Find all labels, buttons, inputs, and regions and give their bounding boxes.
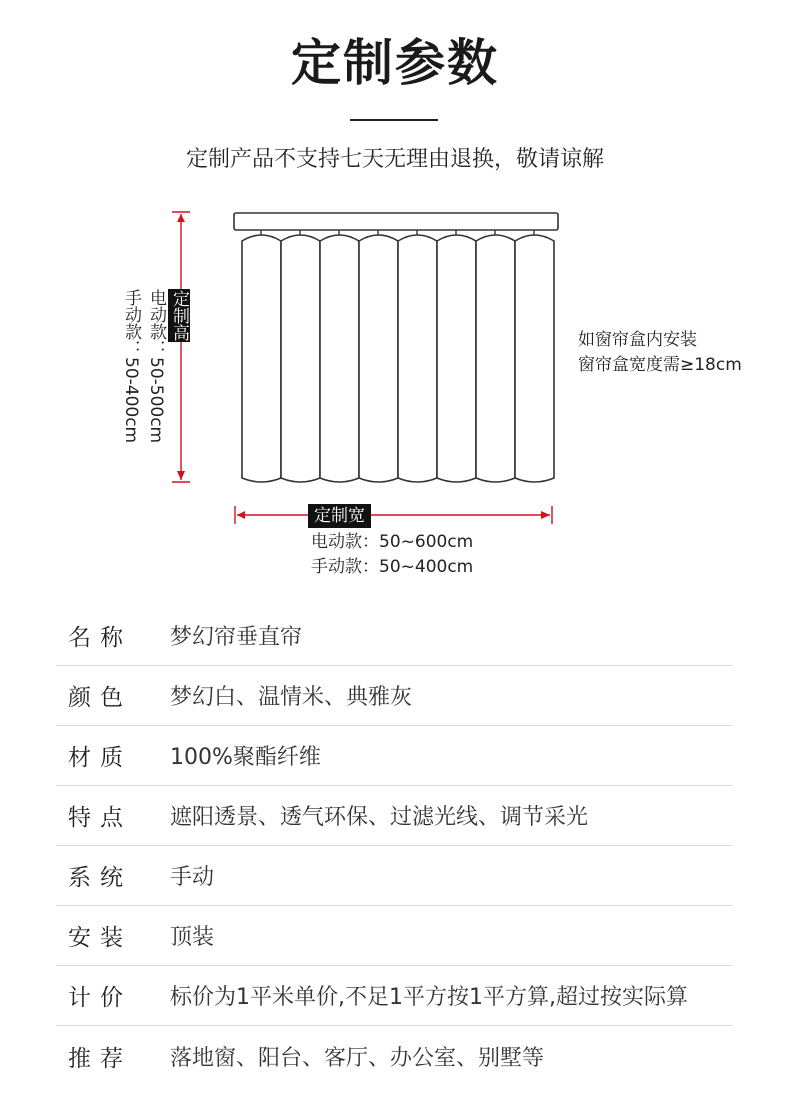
spec-value: 落地窗、阳台、客厅、办公室、别墅等	[170, 1045, 545, 1071]
spec-label: 计价	[68, 985, 132, 1011]
spec-row-pricing	[56, 966, 733, 1026]
curtain-slat	[437, 235, 476, 482]
height-tag: 定制高	[169, 290, 189, 341]
install-note	[578, 328, 742, 378]
spec-label: 安装	[68, 925, 132, 951]
spec-table	[56, 606, 733, 1086]
spec-label: 材质	[68, 745, 132, 771]
spec-value: 遮阳透景、透气环保、过滤光线、调节采光	[170, 805, 589, 830]
height-electric-label: 电动款：50-500cm	[146, 289, 166, 444]
spec-row-features	[56, 786, 733, 846]
spec-label: 特点	[68, 805, 132, 831]
install-note-line2: 窗帘盒宽度需≥18cm	[578, 355, 742, 375]
curtain-slat	[398, 235, 437, 482]
width-dimension	[235, 506, 552, 524]
curtain-slat	[281, 235, 320, 482]
height-manual-label: 手动款：50-400cm	[121, 289, 141, 444]
spec-value: 100%聚酯纤维	[170, 745, 321, 770]
width-electric-label: 电动款：50~600cm	[311, 532, 474, 552]
spec-row-install	[56, 906, 733, 966]
curtain-slat	[320, 235, 359, 482]
spec-row-system	[56, 846, 733, 906]
curtain-slat	[515, 235, 554, 482]
install-note-line1: 如窗帘盒内安装	[578, 330, 697, 350]
spec-label: 系统	[68, 865, 132, 891]
page-title: 定制参数	[291, 34, 499, 92]
spec-value: 顶装	[170, 925, 215, 950]
spec-label: 推荐	[68, 1045, 132, 1072]
curtain-slat	[359, 235, 398, 482]
spec-row-material	[56, 726, 733, 786]
spec-value: 梦幻白、温情米、典雅灰	[170, 685, 413, 710]
head-rail	[234, 213, 558, 230]
spec-row-name	[56, 606, 733, 666]
height-dimension	[172, 212, 190, 482]
width-manual-label: 手动款：50~400cm	[311, 557, 474, 577]
width-tag: 定制宽	[308, 504, 371, 528]
spec-value: 标价为1平米单价,不足1平方按1平方算,超过按实际算	[170, 985, 688, 1010]
spec-value: 梦幻帘垂直帘	[170, 625, 303, 650]
vertical-slats	[242, 235, 554, 482]
curtain-slat	[476, 235, 515, 482]
spec-label: 名称	[68, 625, 132, 651]
spec-row-recommend	[56, 1026, 733, 1086]
spec-row-color	[56, 666, 733, 726]
spec-label: 颜色	[68, 685, 132, 711]
page-subtitle: 定制产品不支持七天无理由退换，敬请谅解	[185, 147, 604, 172]
spec-value: 手动	[170, 865, 215, 890]
curtain-slat	[242, 235, 281, 482]
